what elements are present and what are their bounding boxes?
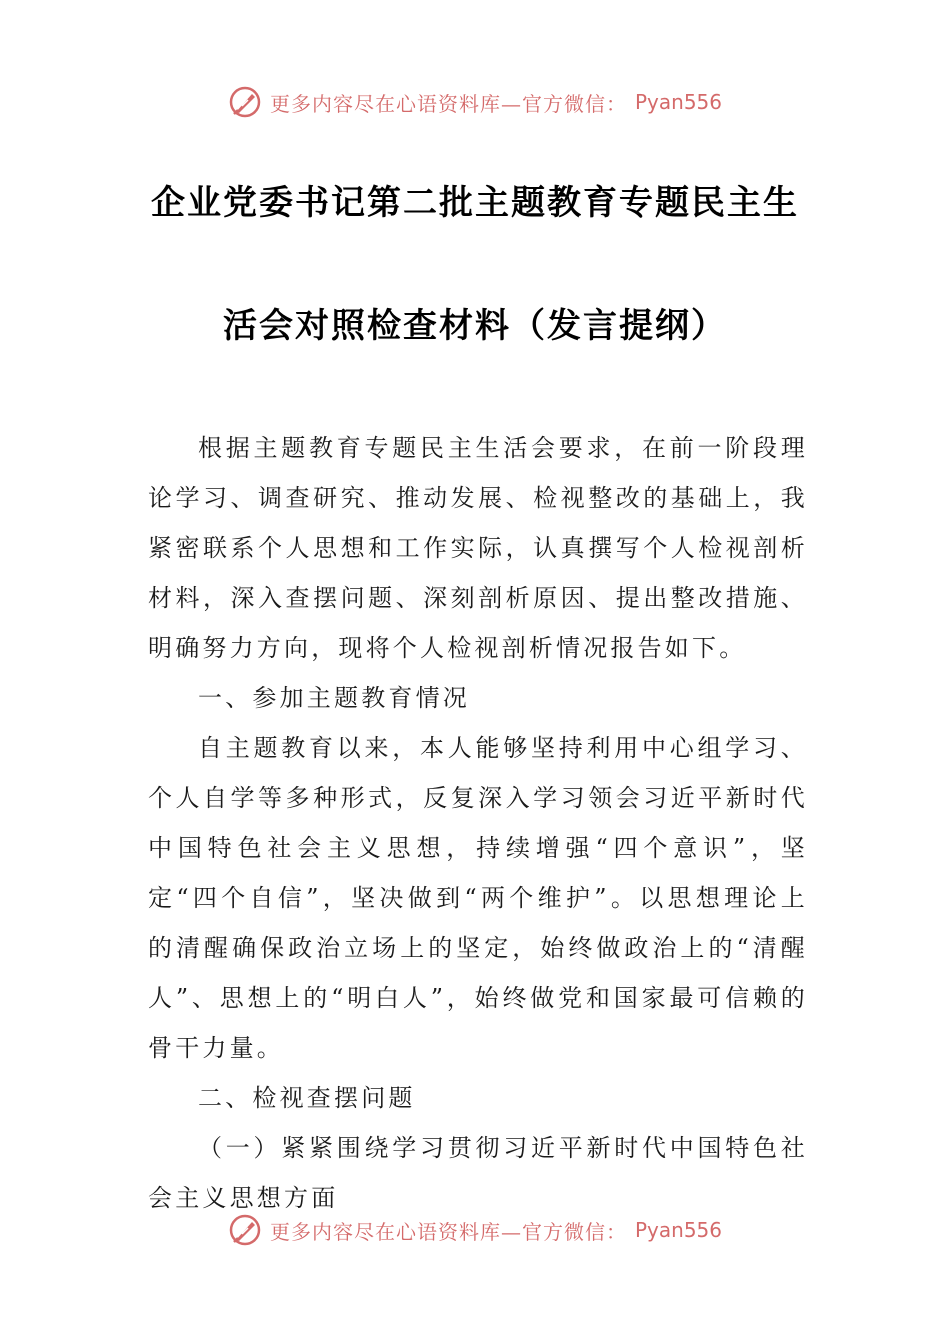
footer-banner [0,1210,950,1250]
intro-paragraph: 根据主题教育专题民主生活会要求，在前一阶段理论学习、调查研究、推动发展、检视整改的基础上，我紧密联系个人思想和工作实际，认真撰写个人检视剖析材料，深入查摆问题、深刻剖析原因、提出整改措施、明确努力方向，现将个人检视剖析情况报告如下。 [148,434,808,662]
quill-logo-icon [228,1213,262,1247]
section-1-paragraph: 自主题教育以来，本人能够坚持利用中心组学习、个人自学等多种形式，反复深入学习领会习近平新时代中国特色社会主义思想，持续增强“四个意识”，坚定“四个自信”，坚决做到“两个维护”。以思想理论上的清醒确保政治立场上的坚定，始终做政治上的“清醒人”、思想上的“明白人”，始终做党和国家最可信赖的骨干力量。 [148,734,808,1062]
banner-text: 更多内容尽在心语资料库—官方微信： [269,91,627,116]
section-heading-1: 一、参加主题教育情况 [198,684,470,712]
wechat-id: Pyan556 [634,1218,722,1242]
document-title-line-2: 活会对照检查材料（发言提纲） [223,306,727,346]
document-body [148,423,808,1223]
subsection-heading-1: （一）紧紧围绕学习贯彻习近平新时代中国特色社会主义思想方面 [148,1134,808,1212]
header-banner [0,82,950,122]
document-title-line-1: 企业党委书记第二批主题教育专题民主生 [151,183,799,223]
wechat-id: Pyan556 [634,90,722,114]
section-heading-2: 二、检视查摆问题 [198,1084,416,1112]
quill-logo-icon [228,85,262,119]
banner-text: 更多内容尽在心语资料库—官方微信： [269,1219,627,1244]
